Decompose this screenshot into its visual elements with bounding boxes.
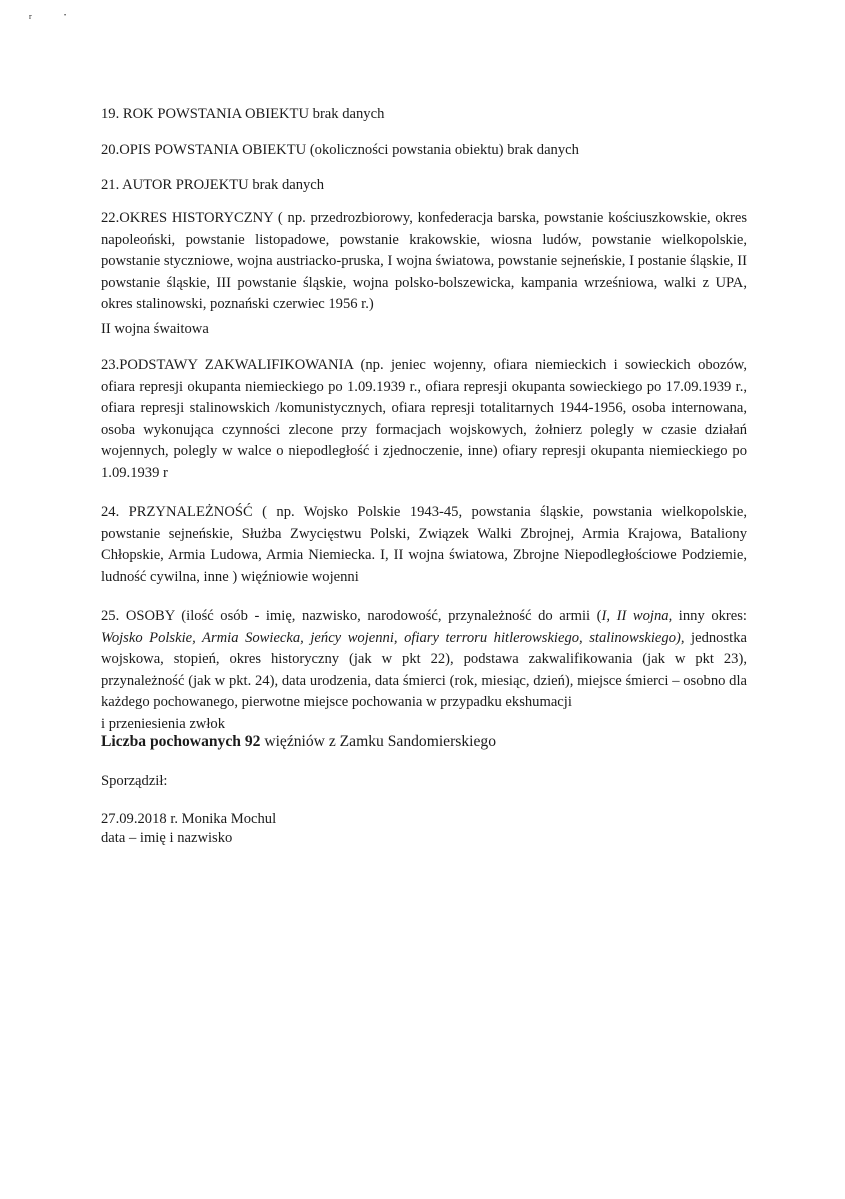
burials-count — [101, 732, 496, 752]
item-22-okres-historyczny: 22.OKRES HISTORYCZNY ( np. przedrozbiorowy, konfederacja barska, powstanie kościuszkowskie, okres napoleoński, powstanie listopadowe, powstanie krakowskie, wiosna ludów, powstanie wielkopolskie, powstanie styczniowe, wojna austriacko-pruska, I wojna światowa, powstanie sejneńskie, I postanie śląskie, II powstanie śląskie, III powstanie śląskie, wojna polsko-bolszewicka, kampania wrześniowa, walki z UPA, okres stalinowski, poznański czerwiec 1956 r.) — [101, 210, 747, 312]
signature-caption: data – imię i nazwisko — [101, 830, 233, 846]
item-25-part5: jednostka wojskowa, stopień, okres historyczny (jak w pkt 22), podstawa zakwalifikowania (jak w pkt 23), przynależność (jak w pkt. 24), data urodzenia, data śmierci (rok, miesiąc, dzień), miejsce śmierci – osobno dla każdego pochowanego, pierwotne miejsce pochowania w przypadku ekshumacji — [101, 629, 747, 710]
scan-mark: r — [29, 12, 32, 21]
item-20-opis-powstania: 20.OPIS POWSTANIA OBIEKTU (okoliczności powstania obiektu) brak danych — [101, 142, 579, 158]
burials-count-rest: więźniów z Zamku Sandomierskiego — [260, 733, 497, 750]
scan-dot: • — [64, 13, 67, 19]
item-19-rok-powstania: 19. ROK POWSTANIA OBIEKTU brak danych — [101, 106, 385, 122]
item-23-podstawy-zakwalifikowania: 23.PODSTAWY ZAKWALIFIKOWANIA (np. jeniec wojenny, ofiara niemieckich i sowieckich obozów, ofiara represji okupanta niemieckiego po 1.09.1939 r., ofiara represji okupanta sowieckiego po 17.09.1939 r., ofiara represji stalinowskich /komunistycznych, ofiara represji totalitarnych 1944-1956, osoba internowana, osoba wykonująca czynności zlecone przy formacjach wojskowych, żołnierz polegly w czasie działań wojennych, polegly w walce o niepodległość i zjednoczenie, inne) ofiary represji okupanta niemieckiego po 1.09.1939 r — [101, 357, 747, 481]
burials-count-bold: Liczba pochowanych 92 — [101, 733, 261, 750]
item-25-part3: inny okres: — [672, 608, 747, 624]
item-25-part1: 25. OSOBY (ilość osób - imię, nazwisko, narodowość, przynależność do armii ( — [101, 608, 602, 624]
item-22-answer: II wojna śwaitowa — [101, 321, 209, 337]
item-25-part4-italic: Wojsko Polskie, Armia Sowiecka, jeńcy wojenni, ofiary terroru hitlerowskiego, stalinowskiego), — [101, 629, 685, 646]
item-25-osoby — [101, 606, 747, 735]
signature-date-name: 27.09.2018 r. Monika Mochul — [101, 811, 277, 827]
item-25-part2-italic: I, II wojna, — [601, 608, 673, 624]
item-24-przynaleznosc: 24. PRZYNALEŻNOŚĆ ( np. Wojsko Polskie 1943-45, powstania śląskie, powstania wielkopolskie, powstanie sejneńskie, Służba Zwycięstwu Polski, Związek Walki Zbrojnej, Armia Krajowa, Bataliony Chłopskie, Armia Ludowa, Armia Niemiecka. I, II wojna światowa, Zbrojne Niepodległościowe Podziemie, ludność cywilna, inne ) więźniowie wojenni — [101, 504, 747, 585]
item-25-part6: i przeniesienia zwłok — [101, 715, 225, 732]
signature-label: Sporządził: — [101, 773, 168, 789]
item-21-autor-projektu: 21. AUTOR PROJEKTU brak danych — [101, 177, 325, 193]
